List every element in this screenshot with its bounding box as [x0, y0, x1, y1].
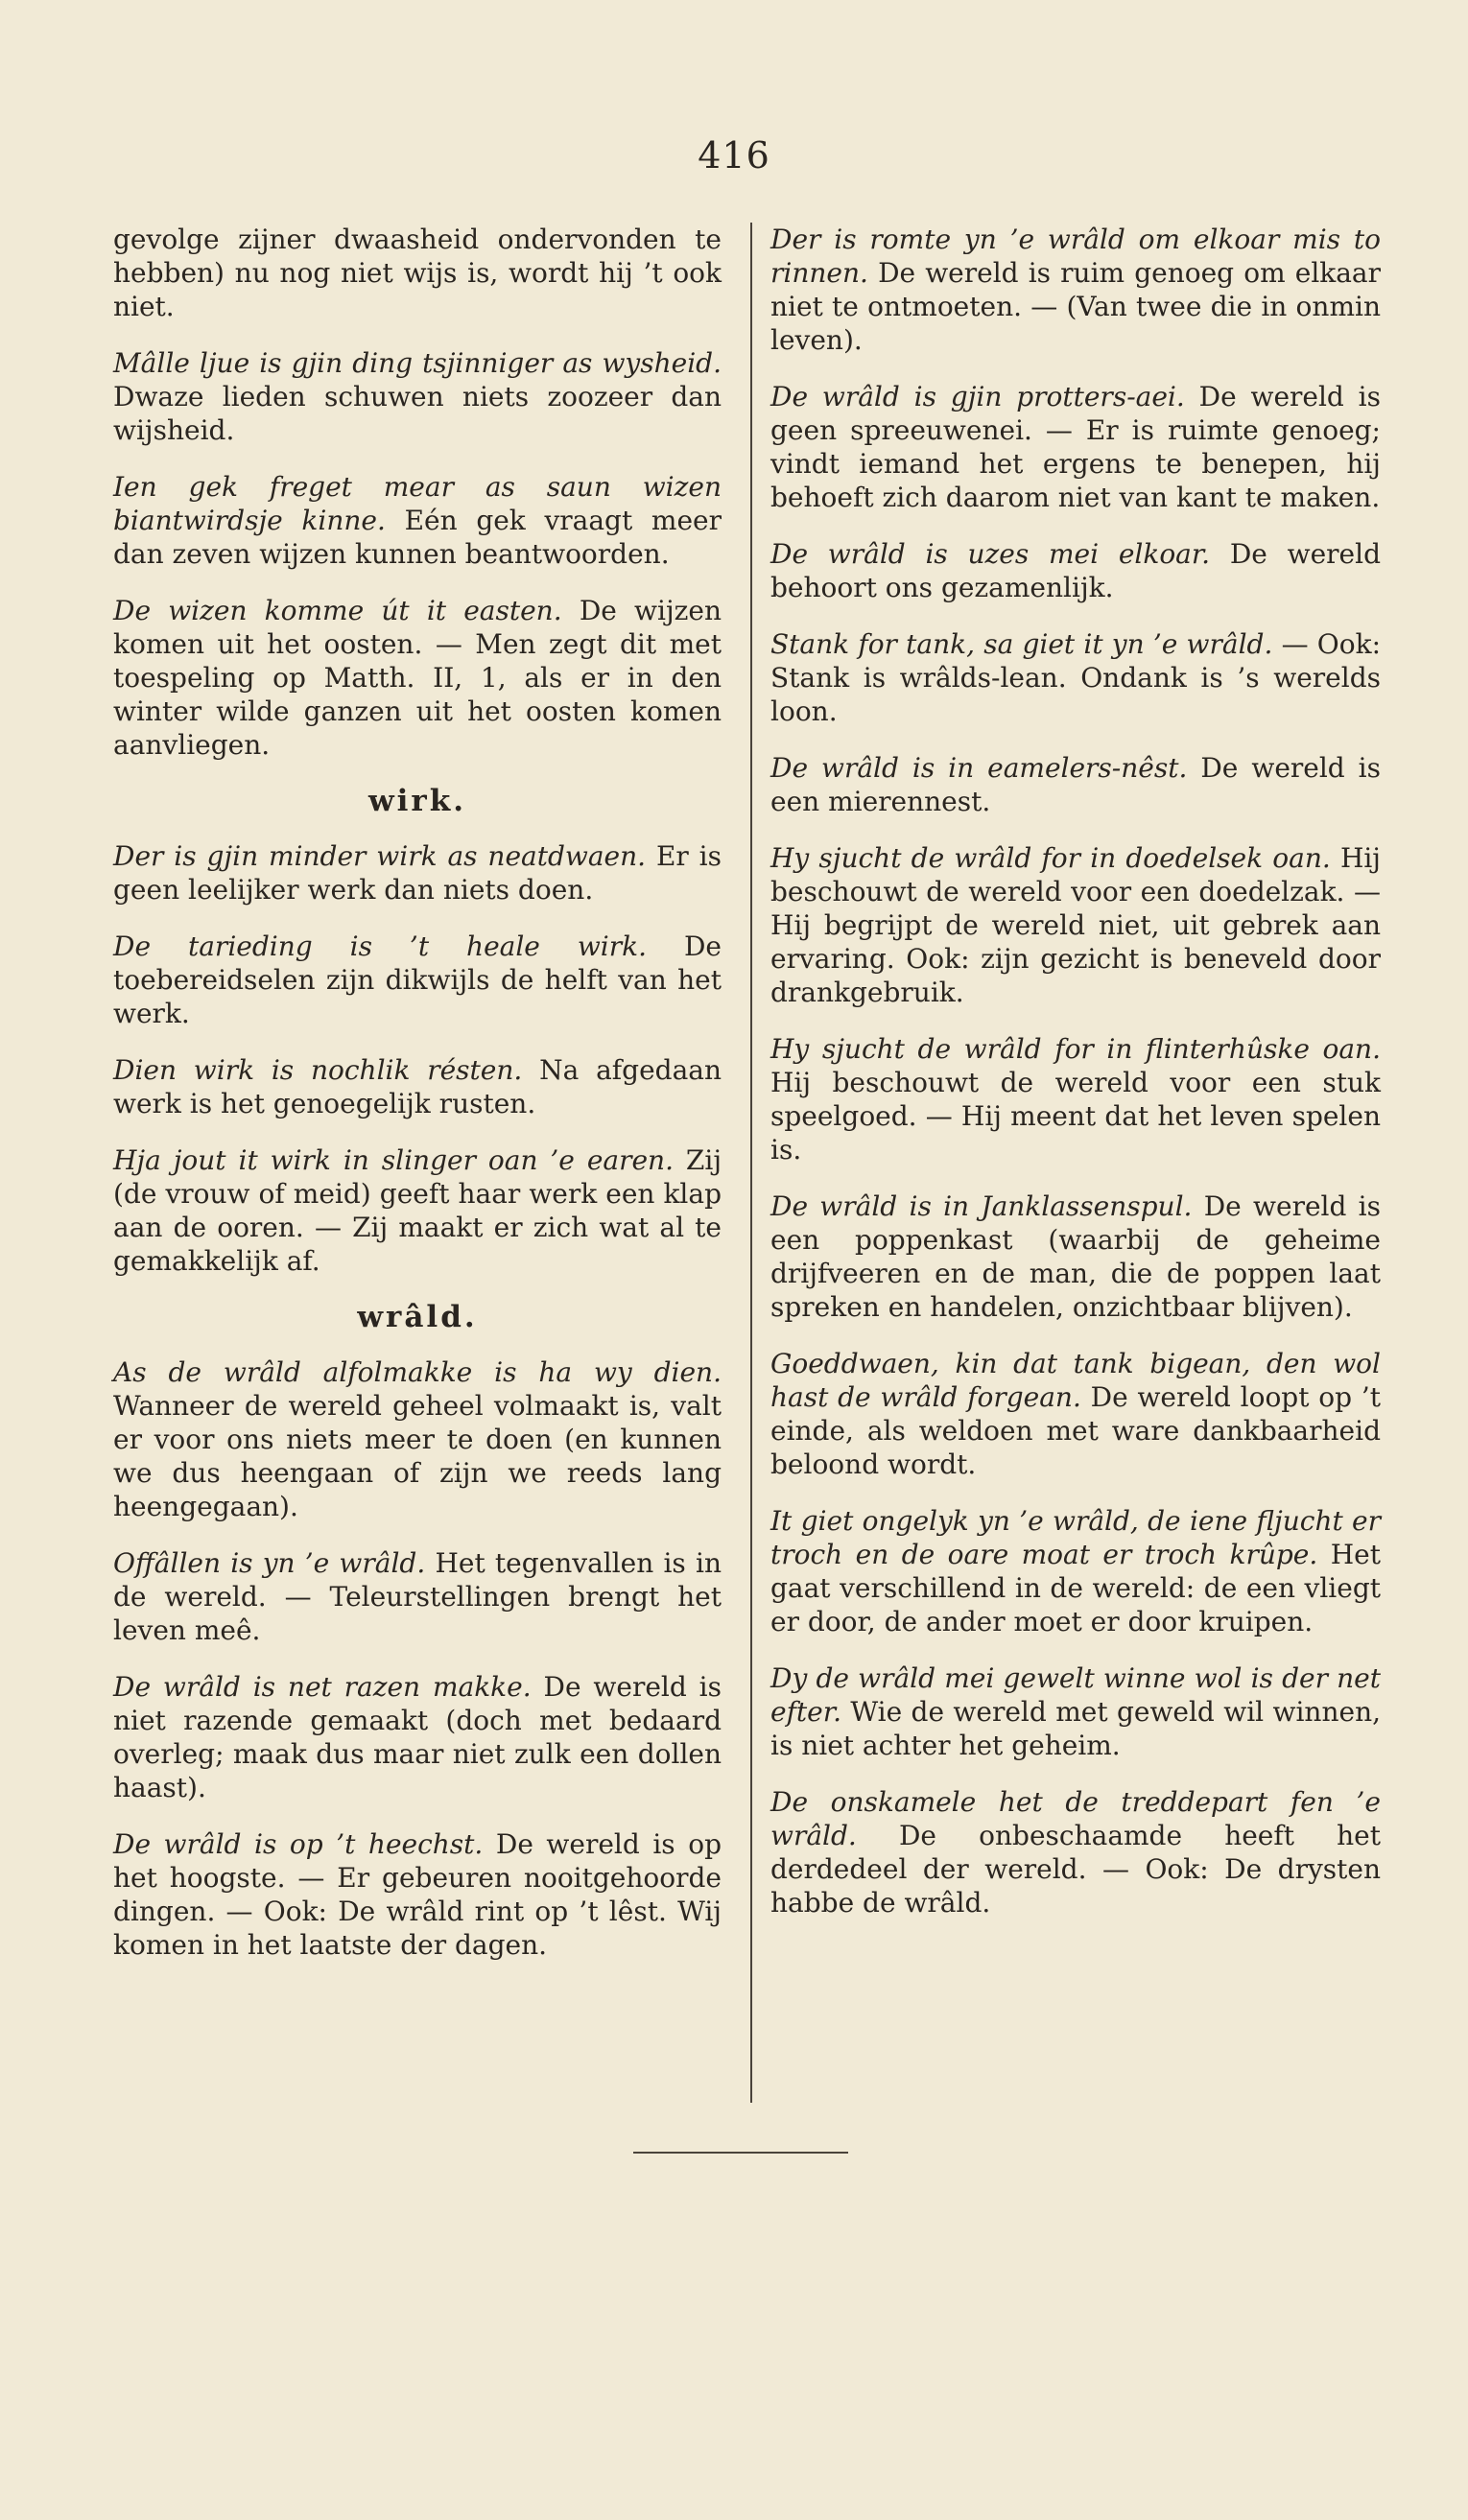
- dutch-translation: Hij beschouwt de wereld voor een stuk speelgoed. — Hij meent dat het leven spelen is.: [770, 1067, 1381, 1166]
- proverb-paragraph: [770, 537, 1381, 604]
- proverb-paragraph: [770, 223, 1381, 357]
- proverb-entry: [770, 841, 1381, 1009]
- proverb-paragraph: [770, 627, 1381, 728]
- frisian-saying: Der is gjin minder wirk as neatdwaen.: [113, 840, 647, 872]
- proverb-paragraph: [113, 839, 722, 907]
- frisian-saying: De wrâld is op ’t heechst.: [113, 1828, 484, 1860]
- proverb-entry: [770, 1347, 1381, 1481]
- frisian-saying: Dien wirk is nochlik résten.: [113, 1054, 523, 1086]
- dutch-translation: Wanneer de wereld geheel volmaakt is, valt er voor ons niets meer te doen (en kunnen we dus heengaan of zijn we reeds lang heengegaan).: [113, 1390, 722, 1522]
- proverb-entry: [770, 380, 1381, 514]
- proverb-paragraph: [113, 1670, 722, 1804]
- proverb-paragraph: [113, 470, 722, 571]
- proverb-paragraph: [113, 346, 722, 447]
- dutch-translation: De wereld behoort ons gezamenlijk.: [770, 538, 1382, 603]
- dutch-translation: De wijzen komen uit het oosten. — Men zegt dit met toespeling op Matth. II, 1, als er in den winter wilde ganzen uit het oosten komen aanvliegen.: [113, 595, 722, 761]
- dutch-translation: — Ook: Stank is wrâlds-lean. Ondank is ’s werelds loon.: [770, 628, 1381, 727]
- dutch-translation: De wereld is een poppenkast (waarbij de geheime drijfveeren en de man, die de poppen laat spreken en handelen, onzichtbaar blijven).: [770, 1190, 1381, 1323]
- frisian-saying: Der is romte yn ’e wrâld om elkoar mis to rinnen.: [770, 224, 1381, 289]
- proverb-paragraph: [113, 930, 722, 1030]
- dutch-translation: De wereld is een mierennest.: [770, 752, 1382, 817]
- proverb-paragraph: [770, 1189, 1381, 1324]
- dutch-translation: Eén gek vraagt meer dan zeven wijzen kunnen beantwoorden.: [113, 505, 722, 570]
- proverb-entry: [113, 1546, 722, 1647]
- column-divider: [750, 223, 752, 2103]
- proverb-entry: [113, 1827, 722, 1962]
- section-heading: wirk.: [367, 784, 467, 818]
- frisian-saying: It giet ongelyk yn ’e wrâld, de iene fljucht er troch en de oare moat er troch krûpe.: [770, 1505, 1381, 1570]
- proverb-paragraph: [113, 1053, 722, 1120]
- proverb-entry: [113, 930, 722, 1030]
- frisian-saying: De wrâld is uzes mei elkoar.: [770, 538, 1211, 570]
- proverb-paragraph: [770, 841, 1381, 1009]
- frisian-saying: As de wrâld alfolmakke is ha wy dien.: [113, 1356, 722, 1388]
- dutch-translation: Het gaat verschillend in de wereld: de een vliegt er door, de ander moet er door kruipen.: [770, 1539, 1381, 1637]
- proverb-entry: [113, 1355, 722, 1523]
- frisian-saying: Offâllen is yn ’e wrâld.: [113, 1547, 426, 1579]
- proverb-entry: [113, 594, 722, 762]
- proverb-entry: [770, 223, 1381, 357]
- dutch-translation: De wereld is ruim genoeg om elkaar niet te ontmoeten. — (Van twee die in onmin leven).: [770, 257, 1382, 356]
- proverb-paragraph: [113, 1827, 722, 1962]
- proverb-paragraph: [770, 1347, 1381, 1481]
- proverb-paragraph: [113, 1143, 722, 1278]
- proverb-entry: [113, 1143, 722, 1278]
- dutch-translation: Na afgedaan werk is het genoegelijk rusten.: [113, 1054, 722, 1119]
- dutch-translation: De wereld loopt op ’t einde, als weldoen met ware dankbaarheid beloond wordt.: [770, 1381, 1381, 1480]
- proverb-entry: [113, 346, 722, 447]
- frisian-saying: Hy sjucht de wrâld for in doedelsek oan.: [770, 842, 1331, 874]
- dutch-translation: De wereld is niet razende gemaakt (doch met bedaard overleg; maak dus maar niet zulk een dollen haast).: [113, 1671, 722, 1803]
- proverb-paragraph: [113, 1355, 722, 1523]
- dutch-translation: Er is geen leelijker werk dan niets doen.: [113, 840, 722, 906]
- left-column: [113, 223, 722, 1985]
- proverb-paragraph: [113, 1546, 722, 1647]
- proverb-entry: [770, 1785, 1381, 1919]
- proverb-paragraph: [770, 751, 1381, 818]
- frisian-saying: De wrâld is in Janklassenspul.: [770, 1190, 1193, 1222]
- frisian-saying: De onskamele het de treddepart fen ’e wrâld.: [770, 1786, 1381, 1851]
- frisian-saying: Goeddwaen, kin dat tank bigean, den wol hast de wrâld forgean.: [770, 1348, 1381, 1413]
- frisian-saying: De wrâld is in eamelers-nêst.: [770, 752, 1188, 784]
- section-heading: wrâld.: [357, 1300, 478, 1334]
- frisian-saying: Hy sjucht de wrâld for in flinterhûske oan.: [770, 1033, 1381, 1065]
- proverb-entry: [770, 1032, 1381, 1166]
- dutch-translation: Dwaze lieden schuwen niets zoozeer dan wijsheid.: [113, 381, 722, 446]
- frisian-saying: De wrâld is net razen makke.: [113, 1671, 532, 1703]
- frisian-saying: Hja jout it wirk in slinger oan ’e earen.: [113, 1144, 674, 1176]
- proverb-entry: [113, 839, 722, 907]
- dutch-translation: Hij beschouwt de wereld voor een doedelzak. — Hij begrijpt de wereld niet, uit gebrek aan ervaring. Ook: zijn gezicht is beneveld door drankgebruik.: [770, 842, 1381, 1008]
- proverb-entry: [770, 1661, 1381, 1762]
- dutch-translation: De wereld is geen spreeuwenei. — Er is ruimte genoeg; vindt iemand het ergens te benepen, hij behoeft zich daarom niet van kant te maken.: [770, 381, 1382, 513]
- proverb-paragraph: [113, 223, 722, 323]
- frisian-saying: Mâlle ljue is gjin ding tsjinniger as wysheid.: [113, 347, 722, 379]
- proverb-entry: [113, 223, 722, 323]
- dutch-translation: De toebereidselen zijn dikwijls de helft van het werk.: [113, 930, 722, 1029]
- footer-rule: [633, 2152, 848, 2154]
- proverb-entry: [770, 751, 1381, 818]
- proverb-paragraph: [113, 594, 722, 762]
- proverb-paragraph: [770, 1785, 1381, 1919]
- proverb-entry: [113, 470, 722, 571]
- proverb-entry: [770, 1504, 1381, 1638]
- frisian-saying: De wizen komme út it easten.: [113, 595, 562, 626]
- frisian-saying: Stank for tank, sa giet it yn ’e wrâld.: [770, 628, 1273, 660]
- dutch-translation: De wereld is op het hoogste. — Er gebeuren nooitgehoorde dingen. — Ook: De wrâld rint op ’t lêst. Wij komen in het laatste der dagen.: [113, 1828, 722, 1961]
- dutch-translation: De onbeschaamde heeft het derdedeel der wereld. — Ook: De drysten habbe de wrâld.: [770, 1820, 1381, 1919]
- frisian-saying: De wrâld is gjin protters-aei.: [770, 381, 1185, 412]
- proverb-entry: [770, 627, 1381, 728]
- frisian-saying: De tarieding is ’t heale wirk.: [113, 930, 647, 962]
- dutch-translation: Wie de wereld met geweld wil winnen, is niet achter het geheim.: [770, 1696, 1381, 1761]
- frisian-saying: Dy de wrâld mei gewelt winne wol is der net efter.: [770, 1662, 1381, 1728]
- proverb-paragraph: [770, 1032, 1381, 1166]
- proverb-paragraph: [770, 1504, 1381, 1638]
- page-number: 416: [698, 134, 770, 177]
- proverb-entry: [113, 1053, 722, 1120]
- dutch-translation: Het tegenvallen is in de wereld. — Teleurstellingen brengt het leven meê.: [113, 1547, 722, 1646]
- dutch-translation: Zij (de vrouw of meid) geeft haar werk een klap aan de ooren. — Zij maakt er zich wat al te gemakkelijk af.: [113, 1144, 722, 1277]
- proverb-paragraph: [770, 380, 1381, 514]
- proverb-paragraph: [770, 1661, 1381, 1762]
- proverb-entry: [770, 1189, 1381, 1324]
- dutch-translation: gevolge zijner dwaasheid ondervonden te hebben) nu nog niet wijs is, wordt hij ’t ook niet.: [113, 224, 722, 322]
- proverb-entry: [113, 1670, 722, 1804]
- right-column: [770, 223, 1381, 1943]
- proverb-entry: [770, 537, 1381, 604]
- frisian-saying: Ien gek freget mear as saun wizen biantwirdsje kinne.: [113, 471, 722, 536]
